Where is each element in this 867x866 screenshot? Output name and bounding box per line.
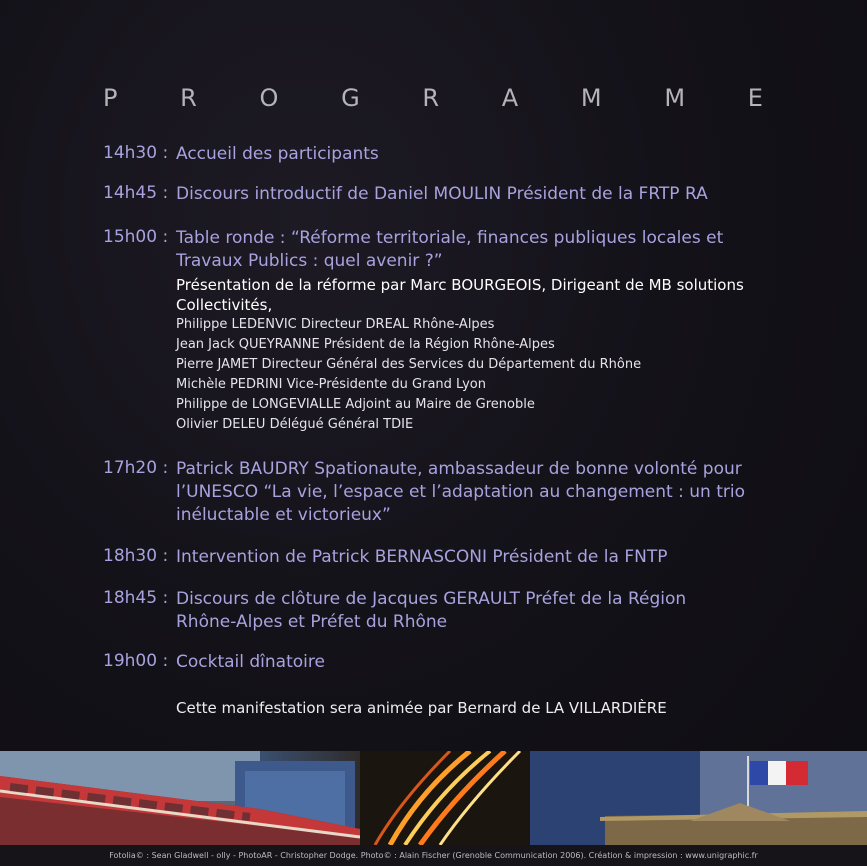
item-text: Cocktail dînatoire xyxy=(176,652,325,672)
speaker-line: Olivier DELEU Délégué Général TDIE xyxy=(176,417,414,432)
programme-item-1430 xyxy=(103,143,823,166)
programme-item-1445 xyxy=(103,183,823,206)
item-text-line: Rhône-Alpes et Préfet du Rhône xyxy=(176,612,448,632)
host-note: Cette manifestation sera animée par Bernard de LA VILLARDIÈRE xyxy=(176,699,667,717)
title-letter: E xyxy=(747,84,763,112)
item-text: Accueil des participants xyxy=(176,144,379,164)
programme-title xyxy=(103,84,763,112)
programme-item-1845 xyxy=(103,588,823,634)
title-letter: M xyxy=(664,84,686,112)
title-letter: A xyxy=(501,84,519,112)
item-text-line: Discours de clôture de Jacques GERAULT Préfet de la Région xyxy=(176,589,687,609)
programme-item-1900 xyxy=(103,651,823,674)
item-text: Discours introductif de Daniel MOULIN Président de la FRTP RA xyxy=(176,184,708,204)
title-letter: R xyxy=(180,84,197,112)
title-letter: O xyxy=(259,84,279,112)
item-time: 19h00 : xyxy=(103,651,169,671)
item-time: 17h20 : xyxy=(103,458,169,478)
title-letter: M xyxy=(580,84,602,112)
programme-item-1720 xyxy=(103,458,823,527)
photo-collage-image xyxy=(0,751,867,845)
speaker-line: Philippe de LONGEVIALLE Adjoint au Maire de Grenoble xyxy=(176,397,535,412)
presentation-line: Présentation de la réforme par Marc BOURGEOIS, Dirigeant de MB solutions xyxy=(176,276,744,294)
item-text-line: Table ronde : “Réforme territoriale, finances publiques locales et xyxy=(176,228,724,248)
programme-item-1500 xyxy=(103,227,823,435)
item-time: 14h45 : xyxy=(103,183,169,203)
item-text-line: Travaux Publics : quel avenir ?” xyxy=(176,251,443,271)
title-letter: P xyxy=(103,84,118,112)
item-time: 14h30 : xyxy=(103,143,169,163)
presentation-line: Collectivités, xyxy=(176,296,273,314)
speaker-line: Pierre JAMET Directeur Général des Services du Département du Rhône xyxy=(176,357,642,372)
item-text: Intervention de Patrick BERNASCONI Président de la FNTP xyxy=(176,547,668,567)
programme-item-1830 xyxy=(103,546,823,569)
item-time: 15h00 : xyxy=(103,227,169,247)
item-text-line: l’UNESCO “La vie, l’espace et l’adaptation au changement : un trio xyxy=(176,482,745,502)
item-text-line: Patrick BAUDRY Spationaute, ambassadeur de bonne volonté pour xyxy=(176,459,742,479)
speaker-line: Jean Jack QUEYRANNE Président de la Région Rhône-Alpes xyxy=(176,337,555,352)
round-table-details xyxy=(176,275,823,435)
item-time: 18h30 : xyxy=(103,546,169,566)
speaker-line: Philippe LEDENVIC Directeur DREAL Rhône-Alpes xyxy=(176,317,495,332)
item-time: 18h45 : xyxy=(103,588,169,608)
title-letter: R xyxy=(422,84,440,112)
item-text-line: inéluctable et victorieux” xyxy=(176,505,391,525)
photo-banner xyxy=(0,751,867,845)
photo-credits: Fotolia© : Sean Gladwell - olly - PhotoAR - Christopher Dodge. Photo© : Alain Fischer (Grenoble Communication 2006). Création & impression : www.unigraphic.fr xyxy=(0,845,867,866)
speaker-line: Michèle PEDRINI Vice-Présidente du Grand Lyon xyxy=(176,377,486,392)
title-letter: G xyxy=(341,84,360,112)
